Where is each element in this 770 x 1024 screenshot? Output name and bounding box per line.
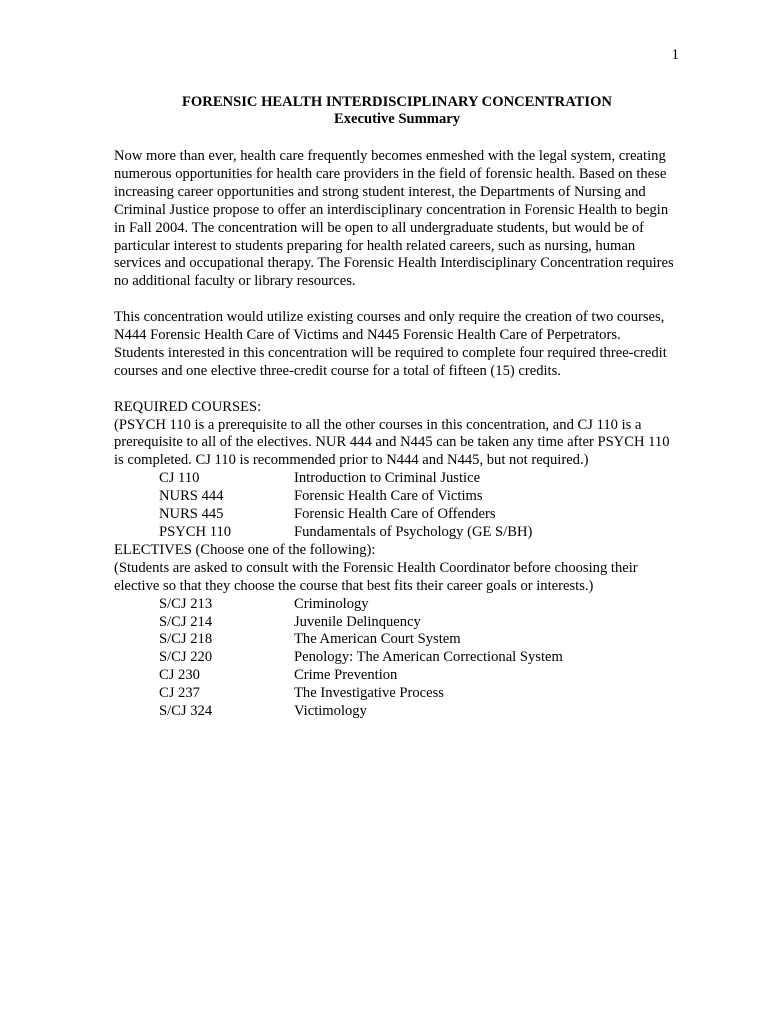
course-row bbox=[114, 470, 674, 488]
course-code: CJ 237 bbox=[159, 685, 200, 702]
course-row bbox=[114, 524, 674, 542]
course-code: S/CJ 218 bbox=[159, 631, 213, 648]
course-row bbox=[114, 631, 674, 649]
course-name: Criminology bbox=[294, 595, 369, 612]
intro-paragraph: Now more than ever, health care frequently becomes enmeshed with the legal system, creating numerous opportunities for health care providers in the field of forensic health. Based on these increasing career opportunities and strong student interest, the Departments of Nursing and Criminal Justice propose to offer an interdisciplinary concentration in Forensic Health to begin in Fall 2004. The concentration will be open to all undergraduate students, but would be of particular interest to students preparing for health related careers, such as nursing, human services and occupational therapy. The Forensic Health Interdisciplinary Concentration requires no additional faculty or library resources. bbox=[114, 148, 674, 290]
required-course-list bbox=[114, 470, 674, 542]
course-name: Penology: The American Correctional System bbox=[294, 649, 563, 666]
course-row bbox=[114, 649, 674, 667]
course-name: Forensic Health Care of Offenders bbox=[294, 506, 496, 523]
course-name: Juvenile Delinquency bbox=[294, 613, 421, 630]
electives-heading: ELECTIVES (Choose one of the following): bbox=[114, 541, 376, 558]
concentration-paragraph: This concentration would utilize existing courses and only require the creation of two courses, N444 Forensic Health Care of Victims and N445 Forensic Health Care of Perpetrators. Students interested in this concentration will be required to complete four required three-credit courses and one elective three-credit course for a total of fifteen (15) credits. bbox=[114, 309, 667, 379]
course-name: Forensic Health Care of Victims bbox=[294, 488, 483, 505]
required-note: (PSYCH 110 is a prerequisite to all the other courses in this concentration, and CJ 110 is a prerequisite to all of the electives. NUR 444 and N445 can be taken any time after PSYCH 110 is completed. CJ 110 is recommended prior to N444 and N445, but not required.) bbox=[114, 416, 670, 469]
course-code: S/CJ 220 bbox=[159, 649, 213, 666]
course-row bbox=[114, 596, 674, 614]
course-code: CJ 110 bbox=[159, 470, 200, 487]
course-code: NURS 444 bbox=[159, 488, 224, 505]
course-row bbox=[114, 685, 674, 703]
course-row bbox=[114, 506, 674, 524]
document-subtitle: Executive Summary bbox=[333, 111, 461, 127]
course-name: Fundamentals of Psychology (GE S/BH) bbox=[294, 524, 533, 540]
course-code: S/CJ 214 bbox=[159, 613, 213, 630]
course-row bbox=[114, 703, 674, 721]
course-code: PSYCH 110 bbox=[159, 524, 232, 540]
course-name: Crime Prevention bbox=[294, 667, 398, 684]
elective-course-list bbox=[114, 596, 674, 721]
electives-note: (Students are asked to consult with the Forensic Health Coordinator before choosing their elective so that they choose the course that best fits their career goals or interests.) bbox=[114, 559, 638, 594]
course-row bbox=[114, 667, 674, 685]
course-row bbox=[114, 614, 674, 632]
course-code: S/CJ 324 bbox=[159, 703, 213, 720]
required-heading: REQUIRED COURSES: bbox=[114, 398, 262, 415]
course-name: Victimology bbox=[294, 703, 367, 720]
document-body bbox=[114, 148, 674, 721]
course-name: The American Court System bbox=[294, 631, 461, 648]
course-code: S/CJ 213 bbox=[159, 595, 213, 612]
document-title-block bbox=[0, 94, 770, 128]
document-title: FORENSIC HEALTH INTERDISCIPLINARY CONCENTRATION bbox=[182, 94, 612, 110]
course-name: The Investigative Process bbox=[294, 685, 444, 702]
course-code: CJ 230 bbox=[159, 667, 200, 684]
course-name: Introduction to Criminal Justice bbox=[294, 470, 481, 487]
course-code: NURS 445 bbox=[159, 506, 224, 523]
course-row bbox=[114, 488, 674, 506]
page-number: 1 bbox=[671, 47, 679, 63]
